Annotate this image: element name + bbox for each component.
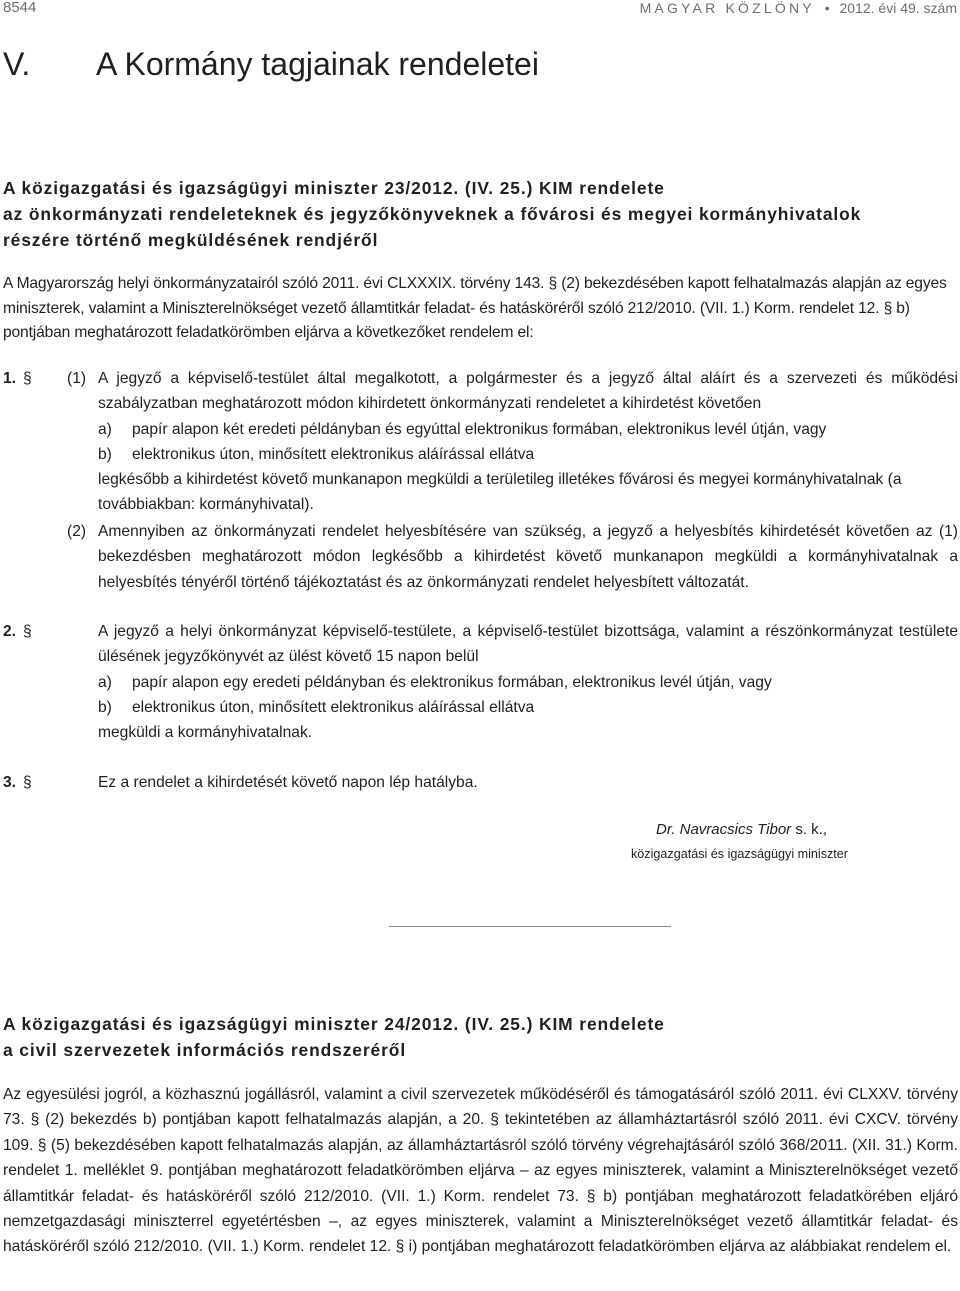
regulation1-title-line1: A közigazgatási és igazságügyi miniszter 23/2012. (IV. 25.) KIM rendelete bbox=[3, 178, 665, 198]
regulation2-preamble: Az egyesülési jogról, a közhasznú jogállásról, valamint a civil szervezetek működéséről és támogatásáról szóló 2011. évi CLXXV. törvény 73. § (2) bekezdés b) pontjában kapott felhatalmazás alapján, a 20. § tekintetében az államháztartásról szóló 2011. évi CXCV. törvény 109. § (5) bekezdésében kapott felhatalmazás alapján, az államháztartásról szóló törvény végrehajtásáról szóló 368/2011. (XII. 31.) Korm. rendelet 1. melléklet 9. pontjában meghatározott feladatkörömben eljárva – az egyes miniszterek, valamint a Miniszterelnökséget vezető államtitkár feladat- és hatásköréről szóló 212/2010. (VII. 1.) Korm. rendelet 73. § b) pontjában meghatározott feladatkörében eljáró nemzetgazdasági miniszterrel egyetértésben –, az egyes miniszterek, valamint a Miniszterelnökséget vezető államtitkár feladat- és hatásköréről szóló 212/2010. (VII. 1.) Korm. rendelet 12. § i) pontjában meghatározott feladatkörömben eljárva az alábbiakat rendelem el. bbox=[3, 1086, 958, 1256]
section-symbol: § bbox=[23, 370, 32, 387]
s2-item-b-label: b) bbox=[98, 699, 112, 716]
s1-p1-item-b-text: elektronikus úton, minősített elektronikus aláírással ellátva bbox=[132, 446, 535, 463]
journal-name: MAGYAR KÖZLÖNY bbox=[639, 0, 815, 16]
s2-item-b-text: elektronikus úton, minősített elektronikus aláírással ellátva bbox=[132, 699, 535, 716]
s1-paragraph2-text: Amennyiben az önkormányzati rendelet helyesbítésére van szükség, a jegyző a helyesbítés kihirdetését követően az (1) bekezdésben meghatározott módon legkésőbb a kihirdetést követő munkanapon megküldi a kormányhivatalnak a helyesbítés tényéről történő tájékoztatást és az önkormányzati rendelet helyesbített változatát. bbox=[98, 523, 958, 591]
signatory-role: közigazgatási és igazságügyi miniszter bbox=[631, 847, 848, 861]
section-title: A Kormány tagjainak rendeletei bbox=[96, 46, 539, 82]
section3-num-label: 3. bbox=[3, 774, 17, 791]
s2-closing-text: megküldi a kormányhivatalnak. bbox=[98, 724, 313, 741]
running-header bbox=[640, 0, 957, 16]
section-number: V. bbox=[3, 46, 31, 82]
s1-paragraph2-number: (2) bbox=[67, 523, 87, 540]
signatory-suffix: s. k., bbox=[791, 821, 828, 838]
section-symbol: § bbox=[23, 774, 32, 791]
page-number: 8544 bbox=[3, 0, 37, 16]
s1-p1-item-b-label: b) bbox=[98, 446, 112, 463]
s1-paragraph1-text: A jegyző a képviselő-testület által megalkotott, a polgármester és a jegyző által aláírt és a szervezeti és működési szabályzatban meghatározott módon kihirdetett önkormányzati rendeletet a kihirdetést követően bbox=[98, 370, 958, 413]
s1-p1-item-a-text: papír alapon két eredeti példányban és egyúttal elektronikus formában, elektronikus levél útján, vagy bbox=[132, 421, 827, 438]
journal-separator-icon: • bbox=[824, 0, 830, 16]
signatory-name-text: Dr. Navracsics Tibor bbox=[656, 821, 792, 838]
regulation1-title-line3: részére történő megküldésének rendjéről bbox=[3, 230, 379, 250]
section3-number bbox=[3, 770, 32, 795]
regulation1-preamble: A Magyarország helyi önkormányzatairól szóló 2011. évi CLXXXIX. törvény 143. § (2) bekezdésében kapott felhatalmazás alapján az egyes miniszterek, valamint a Miniszterelnökséget vezető államtitkár feladat- és hatásköréről szóló 212/2010. (VII. 1.) Korm. rendelet 12. § b) pontjában meghatározott feladatkörömben eljárva a következőket rendelem el: bbox=[3, 275, 947, 342]
s1-p1-closing-text: legkésőbb a kihirdetést követő munkanapon megküldi a területileg illetékes fővárosi és megyei kormányhivatalnak (a továbbiakban: kormányhivatal). bbox=[98, 471, 902, 514]
regulation2-title-line1: A közigazgatási és igazságügyi miniszter 24/2012. (IV. 25.) KIM rendelete bbox=[3, 1014, 665, 1034]
s3-text: Ez a rendelet a kihirdetését követő napon lép hatályba. bbox=[98, 774, 478, 791]
s2-item-a-label: a) bbox=[98, 674, 112, 691]
s1-paragraph1-number: (1) bbox=[67, 370, 87, 387]
s2-item-a-text: papír alapon egy eredeti példányban és elektronikus formában, elektronikus levél útján, vagy bbox=[132, 674, 772, 691]
s1-p1-item-a-label: a) bbox=[98, 421, 112, 438]
section1-number bbox=[3, 366, 32, 391]
regulation1-title-line2: az önkormányzati rendeleteknek és jegyzőkönyveknek a fővárosi és megyei kormányhivatalok bbox=[3, 204, 862, 224]
section1-num-label: 1. bbox=[3, 370, 17, 387]
section2-number bbox=[3, 619, 32, 644]
regulation2-title-line2: a civil szervezetek információs rendszeréről bbox=[3, 1040, 407, 1060]
section2-num-label: 2. bbox=[3, 623, 17, 640]
issue-label: 2012. évi 49. szám bbox=[839, 0, 957, 16]
section-symbol: § bbox=[23, 623, 32, 640]
signatory-name bbox=[656, 820, 827, 840]
separator-line bbox=[389, 926, 671, 927]
s2-text: A jegyző a helyi önkormányzat képviselő-testülete, a képviselő-testület bizottsága, valamint a részönkormányzat testülete ülésének jegyzőkönyvét az ülést követő 15 napon belül bbox=[98, 623, 958, 666]
section-heading bbox=[3, 44, 539, 84]
